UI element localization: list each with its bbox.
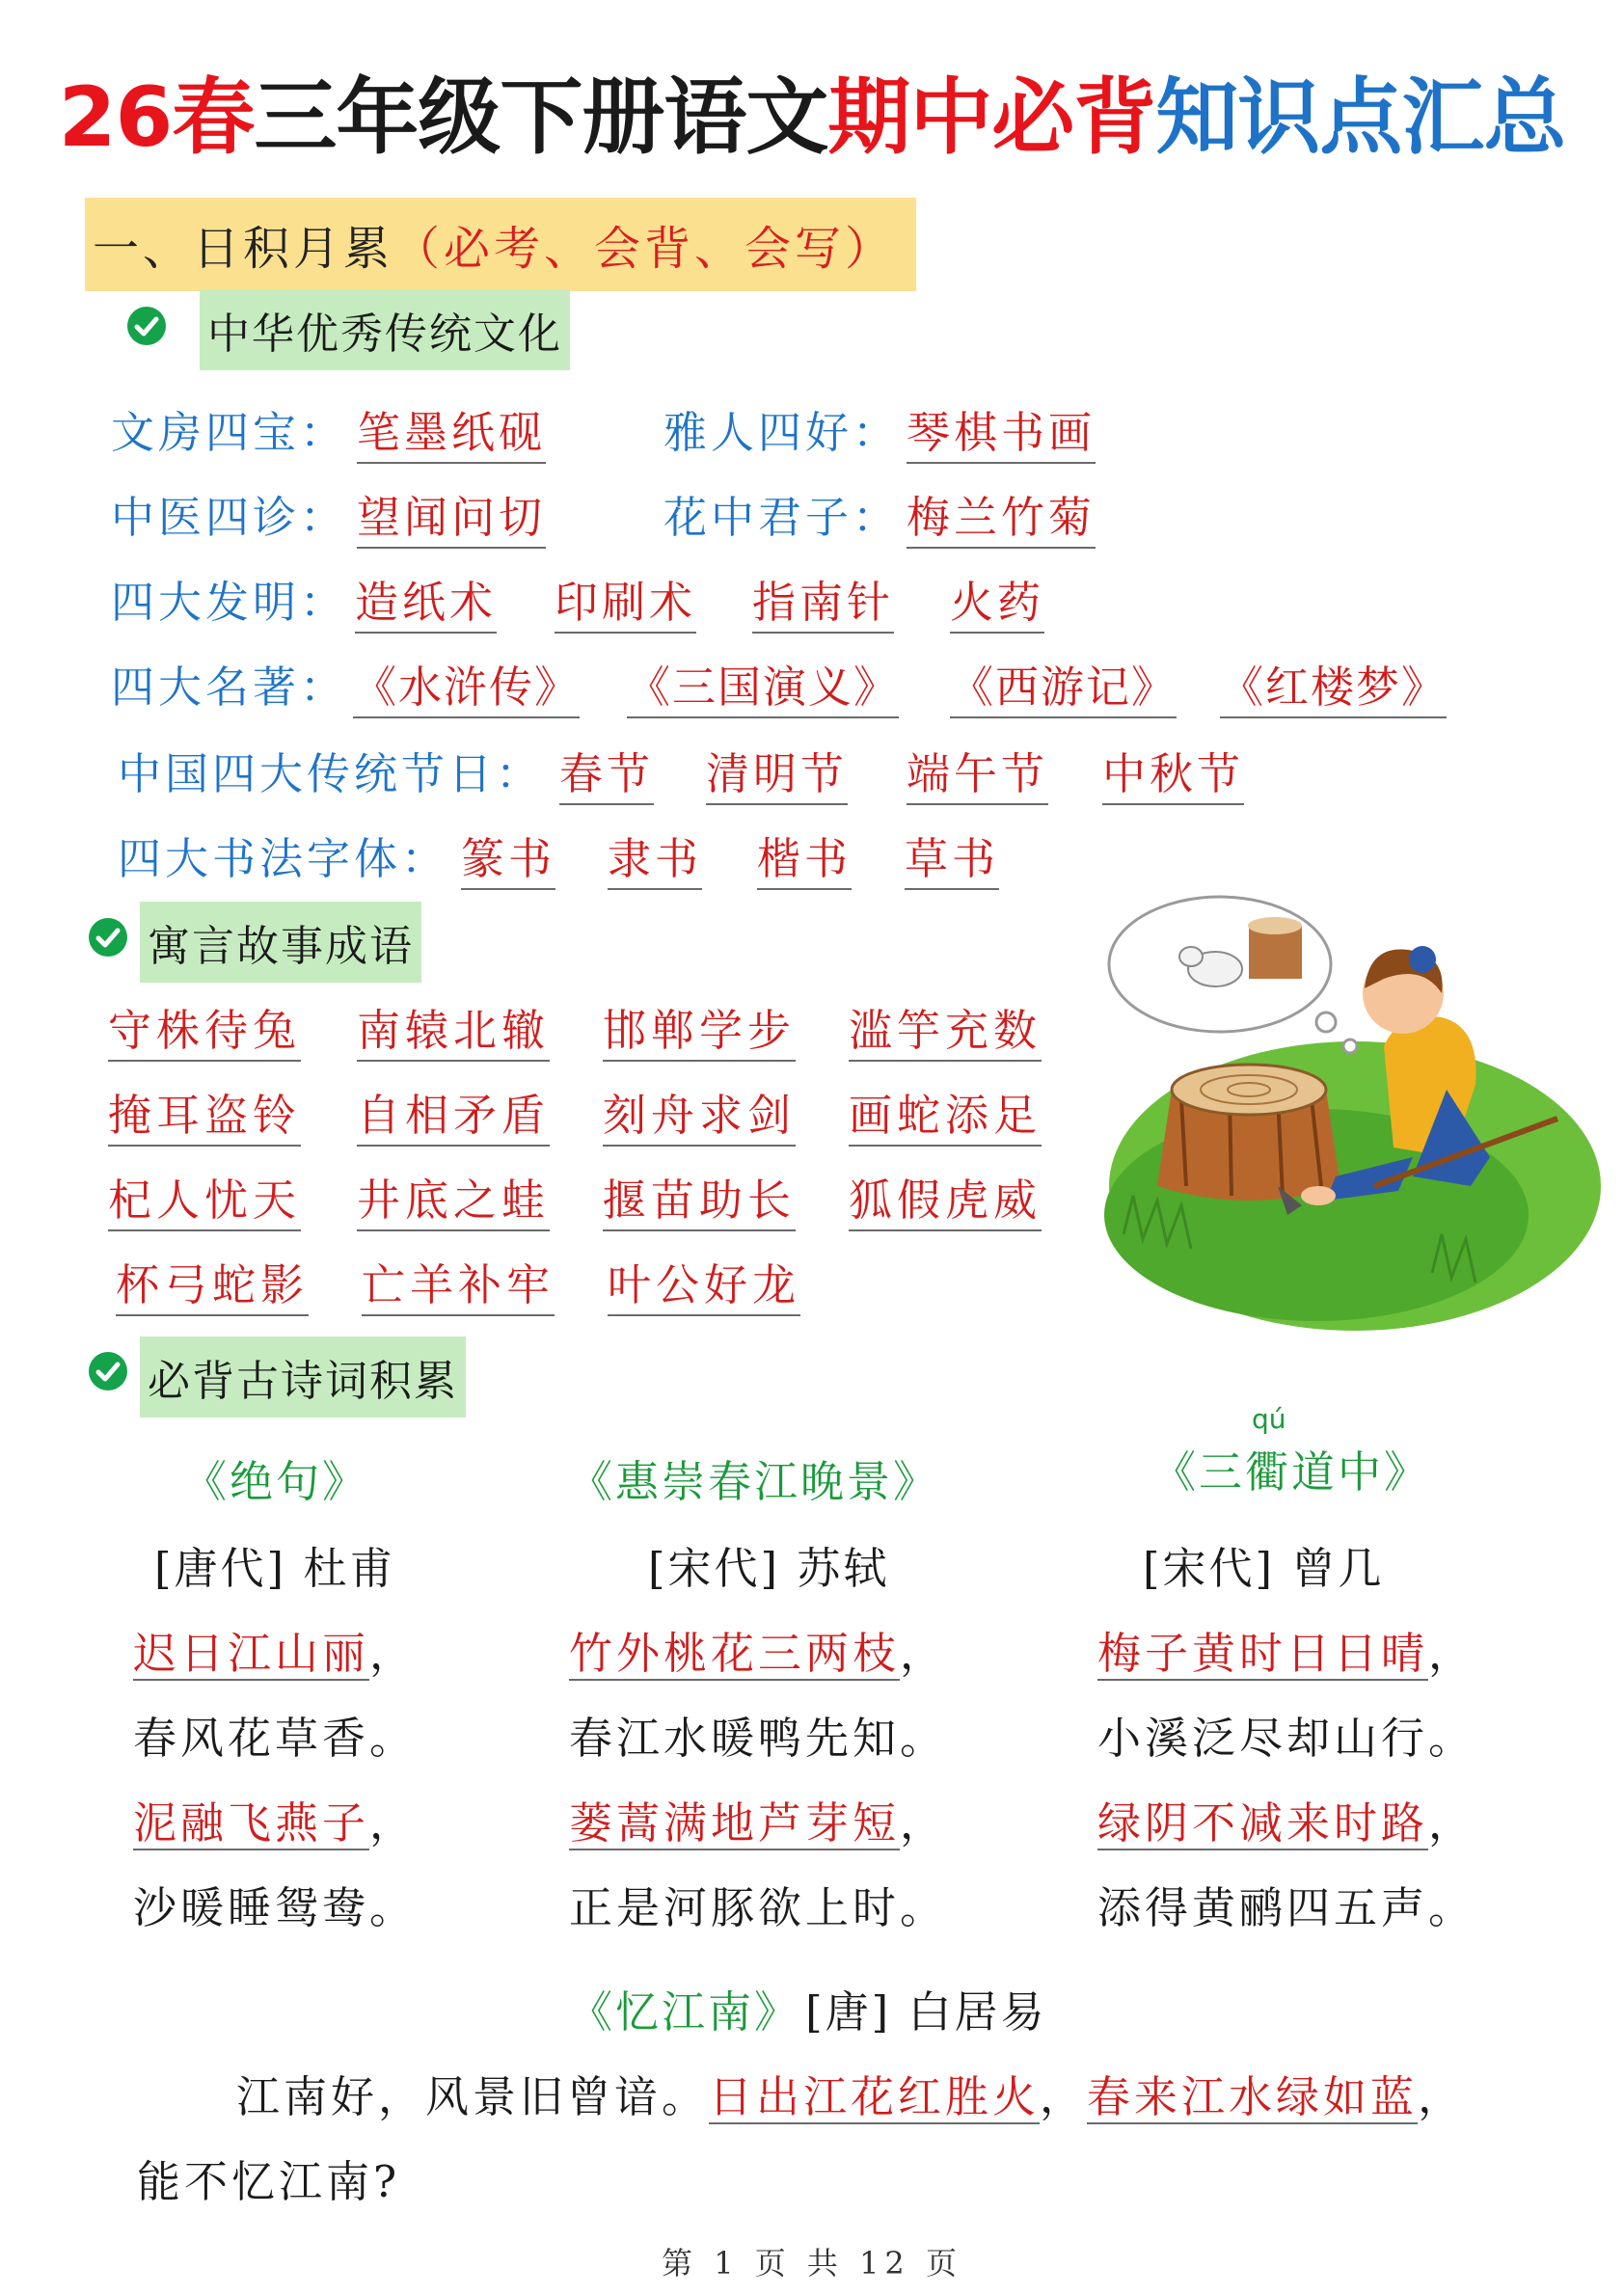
culture-value: 笔墨纸砚 [357,397,546,464]
poem-line: 泥融飞燕子， [133,1797,418,1849]
culture-value: 清明节 [706,739,848,805]
poem-line: 蒌蒿满地芦芽短， [569,1797,948,1849]
ci-heading [569,1977,1047,2039]
poem-title: 《惠崇春江晚景》 [569,1456,940,1507]
poem-author: [宋代] 曾几 [1143,1543,1385,1594]
title-year: 26春 [58,69,255,166]
culture-value: 望闻问切 [357,482,546,549]
culture-value: 春节 [559,739,654,805]
culture-value: 梅兰竹菊 [907,482,1096,549]
culture-label: 四大名著： [111,662,348,713]
title-summary: 知识点汇总 [1155,69,1566,166]
idioms-heading: 寓言故事成语 [140,902,421,983]
idiom: 画蛇添足 [849,1080,1042,1147]
poem-line: 沙暖睡鸳鸯。 [133,1882,418,1933]
idiom: 叶公好龙 [608,1250,800,1316]
poem-line: 正是河豚欲上时。 [569,1882,948,1933]
idiom: 自相矛盾 [357,1080,550,1147]
culture-value: 造纸术 [355,567,497,634]
idiom: 杯弓蛇影 [116,1250,309,1316]
idiom: 掩耳盗铃 [108,1080,301,1147]
culture-label: 四大发明： [111,577,348,628]
culture-value: 中秋节 [1102,739,1244,805]
poems-heading: 必背古诗词积累 [140,1336,466,1418]
check-icon [89,1352,127,1390]
idiom: 刻舟求剑 [603,1080,796,1147]
ci-line-1: 江南好，风景旧曾谙。日出江花红胜火，春来江水绿如蓝， [236,2071,1466,2122]
culture-value: 琴棋书画 [907,397,1096,464]
page-title [0,50,1624,170]
idiom: 亡羊补牢 [362,1250,555,1316]
idiom: 揠苗助长 [603,1165,796,1231]
idiom: 南辕北辙 [357,995,550,1062]
culture-value: 篆书 [461,824,555,890]
poem-line: 春风花草香。 [133,1713,418,1764]
idiom: 井底之蛙 [357,1165,550,1231]
poem-line: 小溪泛尽却山行。 [1097,1713,1476,1764]
section-heading-text: 一、日积月累 [93,222,394,276]
ci-title: 《忆江南》 [569,1986,801,2038]
culture-value: 指南针 [752,567,894,634]
culture-value: 《水浒传》 [353,652,580,718]
poem-line: 竹外桃花三两枝， [569,1628,948,1679]
illustration-waiting-for-rabbit [1066,868,1606,1379]
ci-author: [唐] 白居易 [805,1986,1047,2038]
idiom: 邯郸学步 [603,995,796,1062]
culture-label: 花中君子： [663,492,901,543]
poem-line: 春江水暖鸭先知。 [569,1713,948,1764]
ci-line-2: 能不忆江南? [137,2156,401,2207]
culture-value: 《西游记》 [950,652,1177,718]
culture-label: 文房四宝： [111,407,348,458]
check-icon [127,307,166,345]
section-heading-note: （必考、会背、会写） [393,222,896,276]
culture-value: 印刷术 [555,567,696,634]
culture-value: 端午节 [907,739,1048,805]
culture-label: 中医四诊： [111,492,348,543]
poem-title: 《三衢道中》 [1152,1446,1431,1498]
culture-value: 火药 [950,567,1044,634]
title-grade: 三年级下册语文 [254,69,828,166]
check-icon [89,918,127,957]
poem-line: 绿阴不减来时路， [1097,1797,1476,1849]
poem-title: 《绝句》 [183,1456,369,1507]
culture-label: 四大书法字体： [118,833,449,884]
culture-value: 草书 [905,824,999,890]
culture-value: 隶书 [608,824,702,890]
culture-heading: 中华优秀传统文化 [200,289,570,370]
culture-value: 楷书 [757,824,852,890]
idiom: 狐假虎威 [849,1165,1042,1231]
idiom: 滥竽充数 [849,995,1042,1062]
poem-line: 梅子黄时日日晴， [1097,1628,1476,1679]
poem-author: [唐代] 杜甫 [154,1543,396,1594]
poem-author: [宋代] 苏轼 [648,1543,890,1594]
poem-line: 添得黄鹂四五声。 [1097,1882,1476,1933]
culture-value: 《红楼梦》 [1220,652,1447,718]
section-heading [85,198,916,291]
culture-label: 雅人四好： [663,407,901,458]
culture-label: 中国四大传统节日： [118,748,544,799]
title-midterm: 期中必背 [827,69,1156,166]
poem-line: 迟日江山丽， [133,1628,418,1679]
page-number: 第 1 页 共 12 页 [662,2245,962,2282]
pinyin-annotation: qú [1252,1403,1286,1435]
idiom: 守株待兔 [108,995,301,1062]
culture-value: 《三国演义》 [627,652,899,718]
idiom: 杞人忧天 [108,1165,301,1231]
